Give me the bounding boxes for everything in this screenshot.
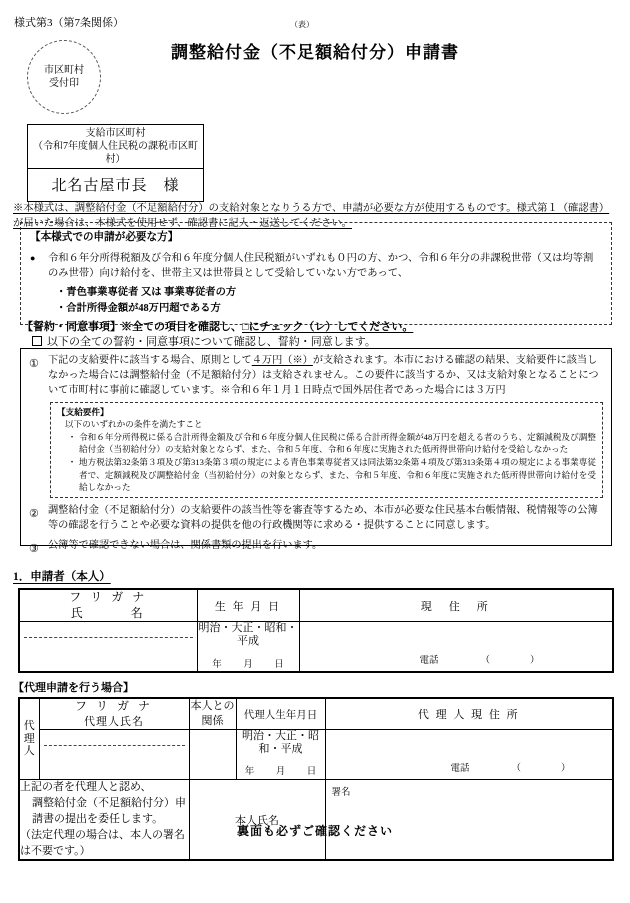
pledge-item-1-amount: ４万円（※）: [251, 355, 313, 366]
proxy-address-input[interactable]: [325, 730, 613, 780]
requirements-lead: 以下のいずれかの条件を満たすこと: [65, 418, 203, 429]
proxy-section-title: 【代理申請を行う場合】: [13, 682, 134, 694]
stamp-line-1: 市区町村: [44, 64, 84, 76]
proxy-commitment-text: [19, 779, 189, 860]
pledge-items-box: [20, 348, 612, 555]
recipient-municipality: 北名古屋市長 様: [51, 178, 180, 194]
proxy-relation-input[interactable]: [189, 730, 236, 780]
commitment-line-3: （法定代理の場合は、本人の署名は不要です。）: [20, 828, 185, 857]
recipient-sub-line1: 支給市区町村: [85, 128, 146, 139]
applicant-tel-label: 電話: [419, 655, 439, 666]
applicant-name-input[interactable]: [19, 622, 197, 672]
furigana-divider: [44, 745, 185, 746]
tel-paren-open: （: [511, 763, 522, 774]
proxy-vertical-char-2: 理: [23, 732, 35, 745]
eligibility-box-title: 【本様式での申請が必要な方】: [30, 232, 179, 243]
applicant-address-input[interactable]: [299, 622, 613, 672]
proxy-address-label: 代 理 人 現 住 所: [325, 698, 613, 730]
pledge-agreement-row[interactable]: [32, 333, 376, 349]
proxy-name-input[interactable]: [39, 730, 189, 780]
proxy-birthdate-input[interactable]: [236, 730, 325, 780]
reception-stamp-circle: [27, 40, 101, 114]
requirements-box: [50, 402, 603, 498]
proxy-date-units: 年 月 日: [244, 767, 323, 778]
proxy-relation-line2: 関係: [201, 715, 224, 727]
applicant-furigana-label: フ リ ガ ナ: [69, 590, 148, 604]
proxy-vertical-char-3: 人: [23, 745, 35, 758]
pledge-item-2-number: ②: [29, 508, 39, 521]
stamp-line-2: 受付印: [49, 78, 79, 89]
requirement-item: [57, 456, 596, 493]
applicant-name-label: 氏 名: [70, 605, 146, 620]
proxy-relation-label: [189, 698, 236, 730]
pledge-item-1: [29, 354, 603, 498]
footer-note: 裏面も必ずご確認ください: [236, 824, 393, 838]
pledge-item-2-text: 調整給付金（不足額給付分）の支給要件の該当性等を審査等するため、本市が必要な住民基本台帳情報、税情報等の公簿等の確認を行うことや必要な資料の提供を他の行政機関等に求める・提供することに同意します。: [48, 505, 598, 531]
tel-paren-open: （: [480, 655, 491, 666]
requirement-bullet-icon: ・: [67, 432, 77, 443]
proxy-furigana-label: フ リ ガ ナ: [74, 699, 153, 714]
table-row: [19, 779, 613, 860]
form-number: 様式第3（第7条関係）: [14, 17, 124, 29]
pledge-item-3-text: 公簿等で確認できない場合は、関係書類の提出を行います。: [48, 539, 323, 551]
recipient-box: [27, 124, 204, 202]
pledge-heading: [22, 318, 413, 334]
eligibility-sub-item-2: ・合計所得金額が48万円超である方: [56, 303, 221, 315]
applicant-section-title: 1．申請者（本人）: [13, 571, 111, 583]
signature-input[interactable]: [325, 779, 613, 860]
table-row: [19, 622, 613, 672]
applicant-table: [18, 588, 614, 673]
proxy-vertical-label: [19, 698, 39, 779]
applicant-birthdate-input[interactable]: [197, 622, 299, 672]
proxy-tel-label: 電話: [450, 763, 470, 774]
requirement-item: [57, 431, 596, 455]
pledge-item-3-number: ③: [29, 542, 39, 555]
signature-label: 署名: [331, 787, 351, 798]
page-title: 調整給付金（不足額給付分）申請書: [171, 43, 459, 62]
proxy-tel-row: [451, 760, 571, 774]
table-row: [19, 730, 613, 780]
pledge-heading-plain: 【誓約・同意事項】※全ての項目を確認し、: [22, 321, 242, 333]
requirement-item-1-text: 令和６年分所得税に係る合計所得金額及び令和６年度分個人住民税に係る合計所得金額が48万円を超える者のうち、定額減税及び調整給付金（当初給付分）の支給対象とならず、また、令和５年度、令和６年度に実施された低所得世帯向け給付を受給しなかった: [79, 432, 596, 455]
eligibility-main-row: [30, 251, 602, 282]
furigana-divider: [24, 637, 193, 638]
pledge-item-1-text-part2: が支給されます。本市における確認の結果、支給要件に該当しなかった場合には調整給付金（不足額給付分）は支給されません。この要件に該当するか、又は支給対象となることについて市町村に事前に確認しています。※令和６年１月１日時点で国外居住者であった場合には３万円: [48, 355, 599, 396]
recipient-subheading: [28, 125, 203, 169]
pledge-item-1-text-part1: 下記の支給要件に該当する場合、原則として: [48, 355, 252, 366]
eligibility-sub-item-1: ・青色事業専従者 又は 事業専従者の方: [56, 286, 237, 298]
proxy-name-header-cell: [39, 698, 189, 730]
table-row: [19, 698, 613, 730]
eligibility-info-box: [20, 222, 612, 325]
proxy-birthdate-label: 代理人生年月日: [236, 698, 325, 730]
proxy-vertical-char-1: 代: [23, 720, 35, 733]
requirement-bullet-icon: ・: [67, 457, 77, 468]
table-row: [19, 589, 613, 622]
proxy-name-label: 代理人氏名: [84, 715, 144, 728]
applicant-name-header-cell: [19, 589, 197, 622]
pledge-heading-underlined: □にチェック（レ）してください。: [242, 321, 414, 333]
applicant-era-options: 明治・大正・昭和・平成: [198, 622, 298, 648]
applicant-address-label: 現 住 所: [299, 589, 613, 622]
proxy-era-options: 明治・大正・昭和・平成: [242, 730, 319, 756]
tel-paren-close: ）: [561, 763, 571, 774]
usage-notice: ※本様式は、調整給付金（不足額給付分）の支給対象となりうる方で、申請が必要な方が使用するものです。様式第１（確認書）が届いた場合は、本様式を使用せず、確認書に記入・返送してください。: [13, 203, 610, 229]
honnin-name-label: 本人氏名: [189, 779, 325, 860]
applicant-birthdate-label: 生 年 月 日: [197, 589, 299, 622]
requirement-item-2-text: 地方税法第32条第３項及び第313条第３項の規定による青色事業専従者又は同法第32条第４項及び第313条第４項の規定による事業専従者で、定額減税及び調整給付金（当初給付分）の対象とならず、また、令和５年度、令和６年度に実施された低所得世帯向け給付を受給しなかった: [79, 457, 596, 492]
commitment-line-2: 調整給付金（不足額給付分）申請書の提出を委任します。: [32, 796, 186, 825]
commitment-line-1: 上記の者を代理人と認め、: [20, 780, 152, 793]
pledge-item-1-number: ①: [29, 358, 39, 370]
pledge-item-1-body: [48, 354, 603, 498]
applicant-date-units: 年 月 日: [212, 659, 290, 670]
pledge-item-2: [29, 504, 603, 534]
recipient-sub-line2: （令和7年度個人住民税の課税市区町村）: [33, 141, 198, 165]
pledge-item-3: [29, 539, 603, 557]
pledge-agreement-label: 以下の全ての誓約・同意事項について確認し、誓約・同意します。: [47, 336, 376, 348]
eligibility-main-text: 令和６年分所得税額及び令和６年度分個人住民税額がいずれも０円の方、かつ、令和６年分の非課税世帯（又は均等割のみ世帯）向け給付を、世帯主又は世帯員として受給していない方であって、: [48, 253, 594, 280]
proxy-relation-line1: 本人との: [190, 700, 235, 713]
tel-paren-close: ）: [530, 655, 540, 666]
bullet-icon: ●: [30, 253, 36, 263]
requirements-title: 【支給要件】: [57, 406, 109, 417]
applicant-tel-row: [420, 652, 540, 666]
side-mark: （表）: [290, 20, 314, 29]
checkbox-icon[interactable]: [32, 336, 42, 346]
